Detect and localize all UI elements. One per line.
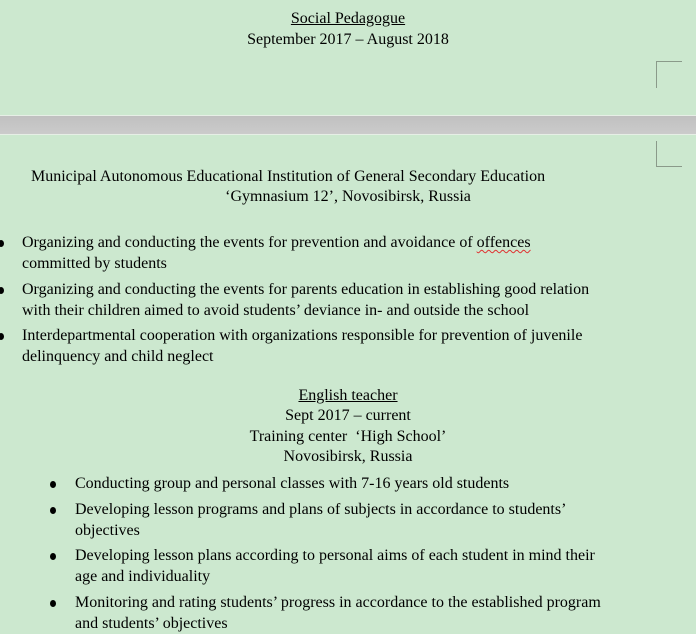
job2-dates: Sept 2017 – current bbox=[285, 407, 411, 424]
institution-location: ‘Gymnasium 12’, Novosibirsk, Russia bbox=[225, 188, 471, 205]
job-title-english-teacher: English teacher bbox=[298, 387, 398, 404]
duty-text: Monitoring and rating students’ progress in accordance to the established program bbox=[75, 594, 601, 611]
bullet-icon bbox=[50, 600, 56, 607]
bullet-icon bbox=[50, 553, 56, 560]
list-item bbox=[75, 474, 509, 495]
bullet-icon bbox=[50, 507, 56, 514]
duty-text: objectives bbox=[75, 521, 140, 539]
duty-text: Organizing and conducting the events for prevention and avoidance of bbox=[22, 234, 477, 251]
page-break-gap bbox=[0, 115, 696, 135]
list-item bbox=[22, 233, 531, 274]
duty-text: Developing lesson plans according to personal aims of each student in mind their bbox=[75, 547, 595, 564]
duty-text: age and individuality bbox=[75, 567, 211, 585]
job-dates: September 2017 – August 2018 bbox=[247, 31, 449, 48]
duty-text: delinquency and child neglect bbox=[22, 347, 214, 365]
duty-text: Conducting group and personal classes with 7-16 years old students bbox=[75, 475, 510, 492]
bullet-icon bbox=[50, 481, 56, 488]
duty-text: committed by students bbox=[22, 254, 167, 272]
bullet-icon bbox=[0, 240, 4, 247]
job2-place: Training center ‘High School’ bbox=[249, 428, 447, 445]
list-item bbox=[75, 546, 595, 587]
duty-text: and students’ objectives bbox=[75, 614, 228, 632]
list-item bbox=[22, 280, 589, 321]
list-item bbox=[75, 500, 566, 541]
page-corner-mark-top bbox=[656, 141, 682, 167]
duty-text: Developing lesson programs and plans of subjects in accordance to students’ bbox=[75, 501, 567, 518]
duty-text: with their children aimed to avoid students’ deviance in- and outside the school bbox=[22, 301, 530, 319]
job-title-social-pedagogue: Social Pedagogue bbox=[290, 10, 406, 27]
bullet-icon bbox=[0, 333, 4, 340]
page-corner-mark-bottom bbox=[656, 61, 682, 88]
job2-city: Novosibirsk, Russia bbox=[283, 448, 413, 465]
institution-name: Municipal Autonomous Educational Institution of General Secondary Education bbox=[31, 168, 546, 185]
list-item bbox=[75, 593, 601, 634]
bullet-icon bbox=[0, 287, 4, 294]
duty-text: Organizing and conducting the events for parents education in establishing good relation bbox=[22, 281, 590, 298]
list-item bbox=[22, 326, 582, 367]
duty-text: Interdepartmental cooperation with organizations responsible for prevention of juvenile bbox=[22, 327, 583, 344]
spellcheck-flagged-word[interactable]: offences bbox=[476, 234, 531, 251]
